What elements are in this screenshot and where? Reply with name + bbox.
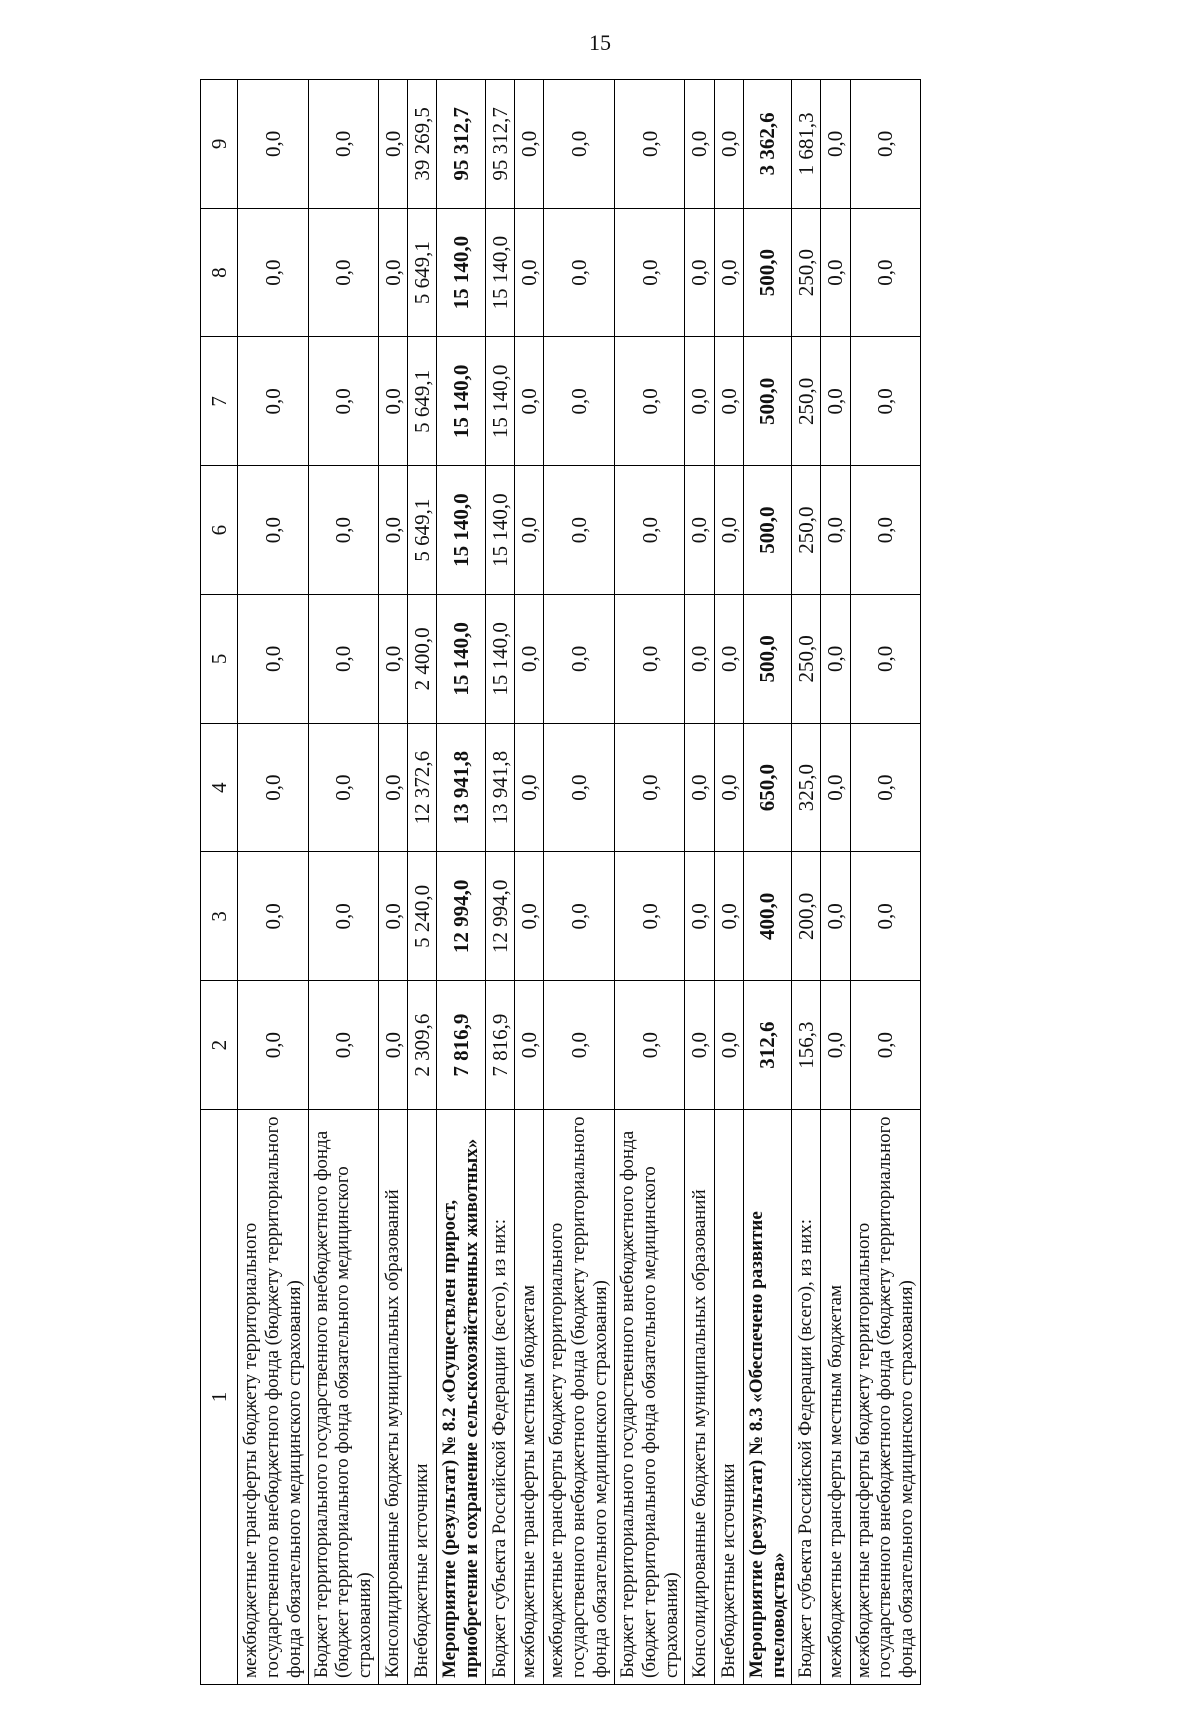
- cell-value: 0,0: [379, 595, 408, 724]
- cell-value: 5 649,1: [408, 466, 437, 595]
- cell-value: 0,0: [238, 981, 309, 1110]
- cell-value: 0,0: [614, 466, 685, 595]
- cell-value: 0,0: [821, 337, 850, 466]
- cell-value: 0,0: [614, 981, 685, 1110]
- cell-value: 0,0: [238, 595, 309, 724]
- table-body: [238, 80, 921, 1685]
- cell-value: 0,0: [850, 80, 921, 209]
- row-label: Бюджет территориального государственного внебюджетного фонда (бюджет территориального фонда обязательного медицинского страхования): [614, 1110, 685, 1685]
- cell-value: 15 140,0: [486, 337, 515, 466]
- cell-value: 15 140,0: [437, 208, 486, 337]
- cell-value: 0,0: [544, 337, 615, 466]
- cell-value: 0,0: [614, 723, 685, 852]
- cell-value: 0,0: [238, 337, 309, 466]
- cell-value: 0,0: [714, 852, 743, 981]
- cell-value: 0,0: [308, 723, 379, 852]
- cell-value: 0,0: [614, 852, 685, 981]
- cell-value: 250,0: [792, 466, 821, 595]
- cell-value: 13 941,8: [486, 723, 515, 852]
- cell-value: 0,0: [515, 337, 544, 466]
- table-row: [515, 80, 544, 1685]
- cell-value: 0,0: [821, 80, 850, 209]
- cell-value: 95 312,7: [437, 80, 486, 209]
- cell-value: 13 941,8: [437, 723, 486, 852]
- cell-value: 0,0: [544, 208, 615, 337]
- cell-value: 0,0: [685, 981, 714, 1110]
- row-label: межбюджетные трансферты бюджету территориального государственного внебюджетного фонда (бюджету территориального фонда обязательного медицинского страхования): [238, 1110, 309, 1685]
- cell-value: 12 994,0: [437, 852, 486, 981]
- cell-value: 5 240,0: [408, 852, 437, 981]
- cell-value: 0,0: [379, 80, 408, 209]
- cell-value: 12 372,6: [408, 723, 437, 852]
- cell-value: 0,0: [821, 466, 850, 595]
- row-label: Консолидированные бюджеты муниципальных образований: [379, 1110, 408, 1685]
- cell-value: 0,0: [308, 981, 379, 1110]
- column-header-2: 2: [201, 981, 238, 1110]
- cell-value: 0,0: [544, 80, 615, 209]
- row-label: межбюджетные трансферты местным бюджетам: [515, 1110, 544, 1685]
- cell-value: 5 649,1: [408, 208, 437, 337]
- header-row: [201, 80, 238, 1685]
- cell-value: 2 309,6: [408, 981, 437, 1110]
- cell-value: 0,0: [379, 723, 408, 852]
- table-row: [685, 80, 714, 1685]
- cell-value: 0,0: [614, 80, 685, 209]
- cell-value: 0,0: [685, 595, 714, 724]
- cell-value: 0,0: [379, 852, 408, 981]
- cell-value: 3 362,6: [743, 80, 792, 209]
- table-row: [437, 80, 486, 1685]
- cell-value: 0,0: [544, 981, 615, 1110]
- cell-value: 500,0: [743, 466, 792, 595]
- cell-value: 0,0: [379, 208, 408, 337]
- cell-value: 0,0: [308, 852, 379, 981]
- row-label: межбюджетные трансферты местным бюджетам: [821, 1110, 850, 1685]
- cell-value: 0,0: [821, 981, 850, 1110]
- cell-value: 15 140,0: [437, 595, 486, 724]
- cell-value: 0,0: [515, 466, 544, 595]
- cell-value: 12 994,0: [486, 852, 515, 981]
- table-row: [850, 80, 921, 1685]
- cell-value: 0,0: [379, 981, 408, 1110]
- cell-value: 0,0: [238, 852, 309, 981]
- cell-value: 0,0: [714, 337, 743, 466]
- cell-value: 400,0: [743, 852, 792, 981]
- rotated-table-frame: [200, 80, 1082, 1685]
- cell-value: 0,0: [308, 80, 379, 209]
- cell-value: 0,0: [544, 852, 615, 981]
- cell-value: 0,0: [308, 466, 379, 595]
- cell-value: 39 269,5: [408, 80, 437, 209]
- table-row: [379, 80, 408, 1685]
- cell-value: 0,0: [685, 723, 714, 852]
- page-number: 15: [589, 30, 611, 55]
- cell-value: 0,0: [515, 852, 544, 981]
- cell-value: 0,0: [515, 208, 544, 337]
- table-row: [544, 80, 615, 1685]
- cell-value: 7 816,9: [486, 981, 515, 1110]
- cell-value: 0,0: [714, 723, 743, 852]
- cell-value: 0,0: [308, 337, 379, 466]
- table-row: [821, 80, 850, 1685]
- cell-value: 0,0: [714, 595, 743, 724]
- cell-value: 0,0: [685, 80, 714, 209]
- row-label: Бюджет субъекта Российской Федерации (всего), из них:: [792, 1110, 821, 1685]
- table-row: [614, 80, 685, 1685]
- cell-value: 0,0: [238, 80, 309, 209]
- cell-value: 0,0: [685, 208, 714, 337]
- cell-value: 0,0: [238, 208, 309, 337]
- cell-value: 0,0: [685, 852, 714, 981]
- cell-value: 0,0: [714, 208, 743, 337]
- column-header-3: 3: [201, 852, 238, 981]
- column-header-6: 6: [201, 466, 238, 595]
- cell-value: 15 140,0: [437, 466, 486, 595]
- cell-value: 0,0: [515, 723, 544, 852]
- cell-value: 0,0: [544, 595, 615, 724]
- cell-value: 0,0: [821, 595, 850, 724]
- row-label: Бюджет территориального государственного внебюджетного фонда (бюджет территориального фонда обязательного медицинского страхования): [308, 1110, 379, 1685]
- row-label: Консолидированные бюджеты муниципальных образований: [685, 1110, 714, 1685]
- cell-value: 15 140,0: [486, 208, 515, 337]
- cell-value: 200,0: [792, 852, 821, 981]
- table-row: [308, 80, 379, 1685]
- cell-value: 0,0: [238, 723, 309, 852]
- row-label: Внебюджетные источники: [408, 1110, 437, 1685]
- cell-value: 250,0: [792, 208, 821, 337]
- cell-value: 0,0: [714, 466, 743, 595]
- budget-table: [200, 79, 921, 1685]
- table-row: [792, 80, 821, 1685]
- cell-value: 0,0: [515, 595, 544, 724]
- cell-value: 0,0: [685, 466, 714, 595]
- cell-value: 500,0: [743, 208, 792, 337]
- cell-value: 0,0: [850, 595, 921, 724]
- row-label: межбюджетные трансферты бюджету территориального государственного внебюджетного фонда (бюджету территориального фонда обязательного медицинского страхования): [544, 1110, 615, 1685]
- cell-value: 0,0: [515, 981, 544, 1110]
- cell-value: 0,0: [821, 723, 850, 852]
- cell-value: 15 140,0: [486, 595, 515, 724]
- table-container: [200, 80, 1082, 1685]
- cell-value: 7 816,9: [437, 981, 486, 1110]
- table-row: [238, 80, 309, 1685]
- cell-value: 95 312,7: [486, 80, 515, 209]
- cell-value: 0,0: [821, 208, 850, 337]
- row-label: Мероприятие (результат) № 8.2 «Осуществлен прирост, приобретение и сохранение сельскохозяйственных животных»: [437, 1110, 486, 1685]
- cell-value: 0,0: [379, 466, 408, 595]
- cell-value: 0,0: [850, 337, 921, 466]
- cell-value: 250,0: [792, 595, 821, 724]
- cell-value: 0,0: [379, 337, 408, 466]
- table-row: [714, 80, 743, 1685]
- cell-value: 15 140,0: [437, 337, 486, 466]
- cell-value: 0,0: [544, 466, 615, 595]
- row-label: Внебюджетные источники: [714, 1110, 743, 1685]
- cell-value: 0,0: [850, 466, 921, 595]
- cell-value: 500,0: [743, 595, 792, 724]
- cell-value: 0,0: [850, 723, 921, 852]
- column-header-7: 7: [201, 337, 238, 466]
- cell-value: 312,6: [743, 981, 792, 1110]
- cell-value: 0,0: [515, 80, 544, 209]
- column-header-5: 5: [201, 595, 238, 724]
- cell-value: 500,0: [743, 337, 792, 466]
- cell-value: 0,0: [308, 208, 379, 337]
- cell-value: 15 140,0: [486, 466, 515, 595]
- cell-value: 5 649,1: [408, 337, 437, 466]
- row-label: Мероприятие (результат) № 8.3 «Обеспечено развитие пчеловодства»: [743, 1110, 792, 1685]
- cell-value: 0,0: [614, 208, 685, 337]
- cell-value: 0,0: [821, 852, 850, 981]
- cell-value: 0,0: [714, 80, 743, 209]
- cell-value: 156,3: [792, 981, 821, 1110]
- cell-value: 0,0: [850, 208, 921, 337]
- cell-value: 0,0: [544, 723, 615, 852]
- table-row: [486, 80, 515, 1685]
- cell-value: 0,0: [614, 595, 685, 724]
- cell-value: 0,0: [614, 337, 685, 466]
- cell-value: 325,0: [792, 723, 821, 852]
- cell-value: 1 681,3: [792, 80, 821, 209]
- cell-value: 0,0: [308, 595, 379, 724]
- table-row: [743, 80, 792, 1685]
- row-label: межбюджетные трансферты бюджету территориального государственного внебюджетного фонда (бюджету территориального фонда обязательного медицинского страхования): [850, 1110, 921, 1685]
- column-header-9: 9: [201, 80, 238, 209]
- column-header-8: 8: [201, 208, 238, 337]
- table-row: [408, 80, 437, 1685]
- column-header-4: 4: [201, 723, 238, 852]
- cell-value: 0,0: [850, 981, 921, 1110]
- cell-value: 2 400,0: [408, 595, 437, 724]
- cell-value: 0,0: [685, 337, 714, 466]
- column-header-1: 1: [201, 1110, 238, 1685]
- row-label: Бюджет субъекта Российской Федерации (всего), из них:: [486, 1110, 515, 1685]
- cell-value: 0,0: [238, 466, 309, 595]
- cell-value: 0,0: [850, 852, 921, 981]
- cell-value: 250,0: [792, 337, 821, 466]
- cell-value: 650,0: [743, 723, 792, 852]
- cell-value: 0,0: [714, 981, 743, 1110]
